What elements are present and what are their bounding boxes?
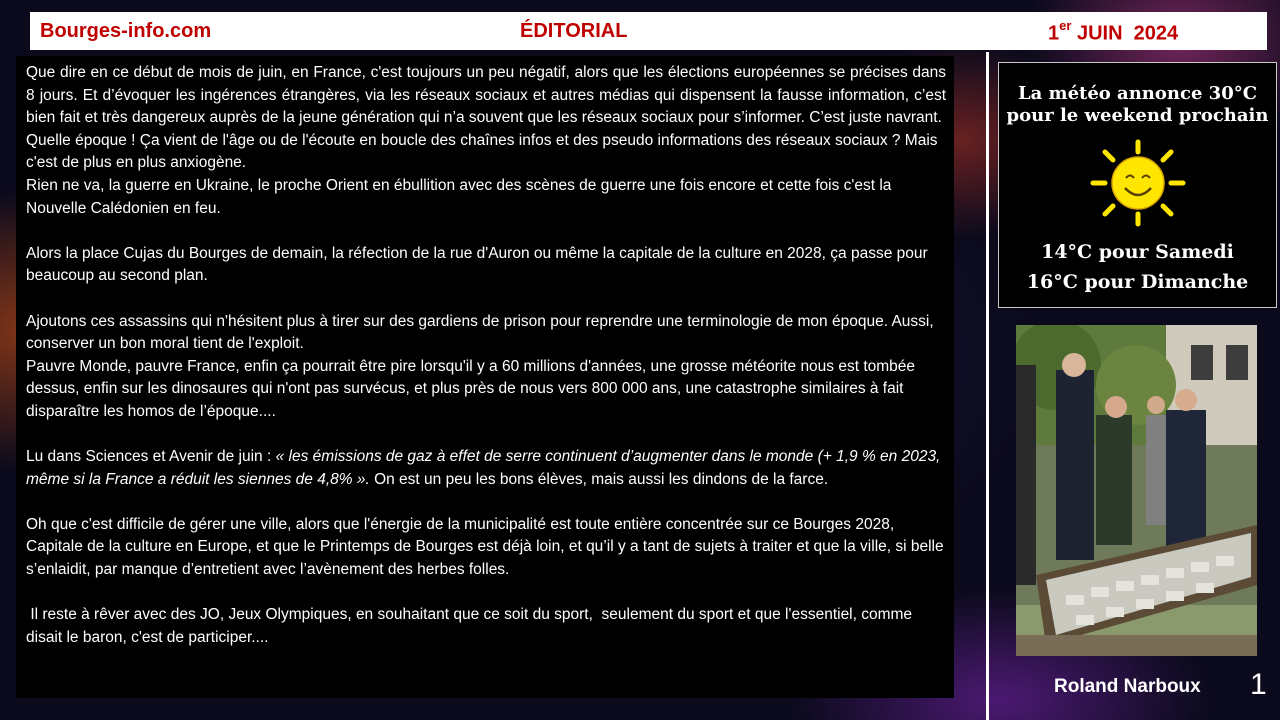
column-divider [986,52,989,720]
photo-illustration [1016,325,1257,656]
quote-comment: On est un peu les bons élèves, mais aussi les dindons de la farce. [369,470,829,488]
weather-line-1: La météo annonce 30°C [1017,83,1258,104]
section-title: ÉDITORIAL [520,20,628,42]
publication-date [1048,20,1178,46]
smiling-sun-icon [1083,138,1193,228]
paragraph-8: Oh que c'est difficile de gérer une ville, alors que l'énergie de la municipalité est toute entière concentrée sur ce Bourges 2028, Capitale de la culture en Europe, et que le Printemps de Bourges est déjà loin, et qu’il y a tant de sujets à traiter et que la ville, si belle s’enlaidit, par manque d’entretient avec l’avènement des herbes folles. [26,515,944,579]
paragraph-7 [26,446,946,491]
paragraph-3: Rien ne va, la guerre en Ukraine, le proche Orient en ébullition avec des scènes de guerre une fois encore et cette fois c'est la Nouvelle Calédonien en feu. [26,176,892,217]
paragraph-2: Quelle époque ! Ça vient de l'âge ou de l'écoute en boucle des chaînes infos et des pseudo informations des réseaux sociaux ? Mais c'est de plus en plus anxiogène. [26,131,938,172]
editorial-text [16,56,954,698]
paragraph-9: Il reste à rêver avec des JO, Jeux Olympiques, en souhaitant que ce soit du sport, seulement du sport et que l'essentiel, comme disait le baron, c'est de participer.... [26,606,917,646]
quote-source: Lu dans Sciences et Avenir de juin : [26,448,276,466]
paragraph-4: Alors la place Cujas du Bourges de demain, la réfection de la rue d'Auron ou même la capitale de la culture en 2028, ça passe pour beaucoup au second plan. [26,244,928,285]
weather-line-2: pour le weekend prochain [1006,105,1269,126]
paragraph-1: Que dire en ce début de mois de juin, en France, c'est toujours un peu négatif, alors que les élections européennes se précises dans 8 jours. Et d’évoquer les ingérences étrangères, via les réseaux sociaux et autres médias qui dispensent la fausse information, c’est bien fait et très dangereux auprès de la jeune génération qui n’a souvent que les réseaux sociaux pour s’informer. C’est juste navrant. [26,64,946,127]
site-name[interactable]: Bourges-info.com [40,20,212,42]
weather-sunday: 16°C pour Dimanche [1026,271,1249,293]
weather-heading [999,83,1276,127]
page-number: 1 [1250,668,1267,701]
weather-saturday: 14°C pour Samedi [1041,241,1234,263]
header-bar [30,12,1267,50]
paragraph-5: Ajoutons ces assassins qui n'hésitent plus à tirer sur des gardiens de prison pour reprendre une terminologie de mon époque. Aussi, conserver un bon moral tient de l'exploit. [26,312,934,353]
photo-petanque-officials [1016,325,1257,656]
quote-text: « les émissions de gaz à effet de serre continuent d’augmenter dans le monde (+ 1,9 % en 2023, même si la France a réduit les siennes de 4,8% ». [26,448,941,488]
paragraph-6: Pauvre Monde, pauvre France, enfin ça pourrait être pire lorsqu'il y a 60 millions d'années, une grosse météorite nous est tombée dessus, enfin sur les dinosaures qui n'ont pas survécus, et plus près de nous vers 800 000 ans, une catastrophe similaires à fait disparaître les homos de l’époque.... [26,357,916,420]
author-name: Roland Narboux [1054,676,1201,697]
date-suffix: er [1059,18,1072,33]
weather-box [998,62,1277,308]
date-month-year: JUIN 2024 [1071,22,1179,45]
date-day: 1 [1048,22,1060,45]
